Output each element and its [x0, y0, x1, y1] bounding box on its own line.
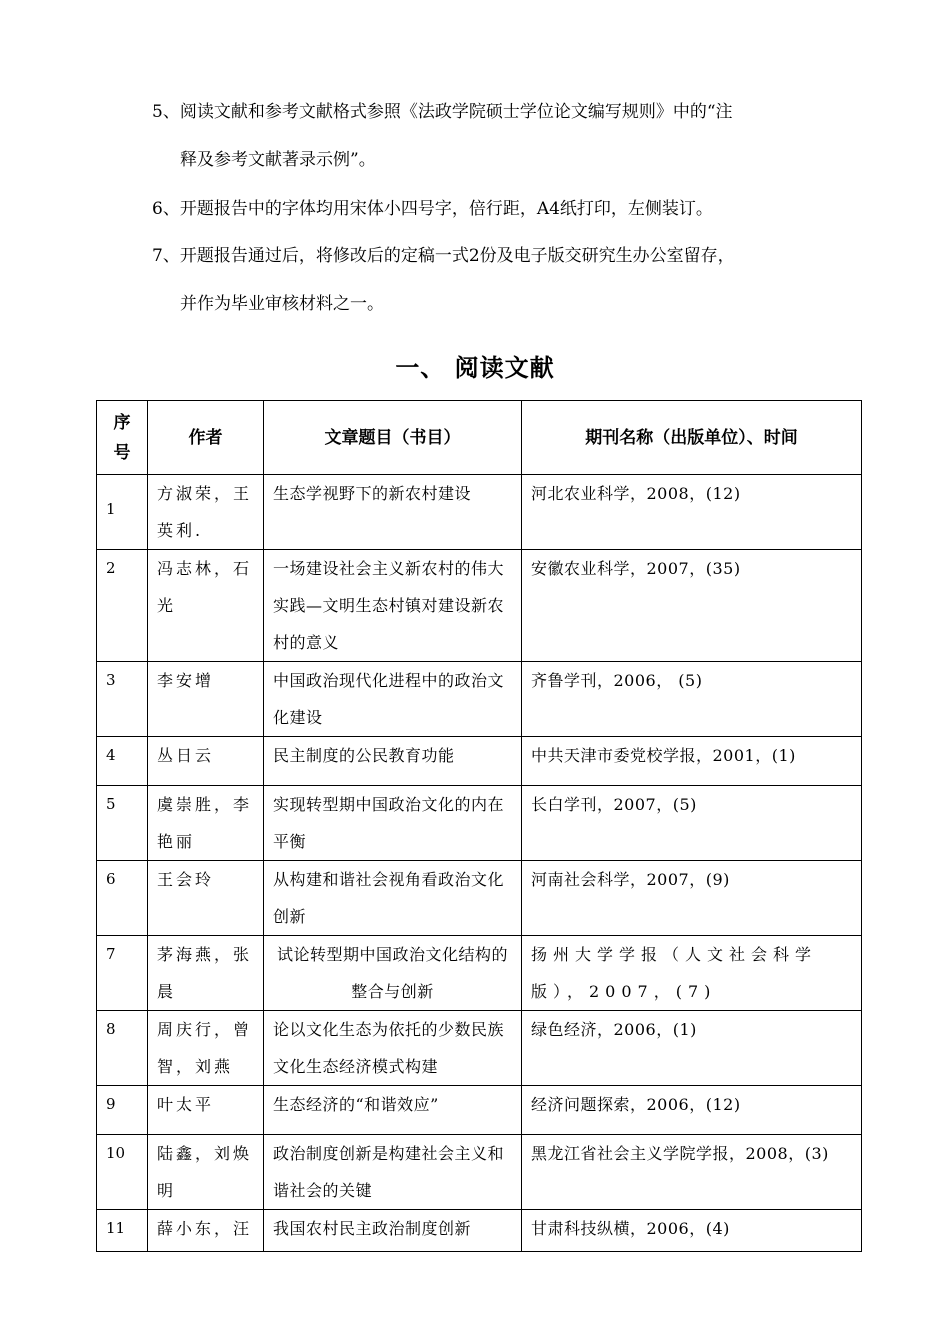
row-title: 论以文化生态为依托的少数民族文化生态经济模式构建 [264, 1011, 522, 1086]
row-journal: 黑龙江省社会主义学院学报，2008，(3) [522, 1135, 862, 1210]
row-number: 1 [97, 475, 148, 550]
row-journal: 绿色经济，2006，(1) [522, 1011, 862, 1086]
instruction-continuation: 并作为毕业审核材料之一。 [180, 294, 384, 314]
instruction-item-7 [152, 244, 832, 316]
row-journal: 中共天津市委党校学报，2001，(1) [522, 737, 862, 786]
row-author: 方淑荣，王英利. [148, 475, 264, 550]
header-title: 文章题目（书目） [264, 401, 522, 475]
row-author: 丛日云 [148, 737, 264, 786]
row-journal: 长白学刊，2007，(5) [522, 786, 862, 861]
row-author: 叶太平 [148, 1086, 264, 1135]
row-author: 虞崇胜，李艳丽 [148, 786, 264, 861]
row-title: 实现转型期中国政治文化的内在平衡 [264, 786, 522, 861]
table-row [97, 1011, 862, 1086]
row-journal: 安徽农业科学，2007，(35) [522, 550, 862, 662]
instruction-item-5 [152, 100, 832, 172]
row-title: 生态经济的“和谐效应” [264, 1086, 522, 1135]
table-row [97, 475, 862, 550]
table-row [97, 1086, 862, 1135]
row-author: 王会玲 [148, 861, 264, 936]
table-row [97, 1135, 862, 1210]
header-journal: 期刊名称（出版单位）、时间 [522, 401, 862, 475]
row-number: 6 [97, 861, 148, 936]
row-number: 4 [97, 737, 148, 786]
row-number: 8 [97, 1011, 148, 1086]
row-journal: 河南社会科学，2007，(9) [522, 861, 862, 936]
instruction-item-6 [152, 197, 832, 221]
row-journal: 河北农业科学，2008，(12) [522, 475, 862, 550]
table-row [97, 861, 862, 936]
row-title: 政治制度创新是构建社会主义和谐社会的关键 [264, 1135, 522, 1210]
row-journal: 扬州大学学报（人文社会科学版），2007，(7) [522, 936, 862, 1011]
row-number: 7 [97, 936, 148, 1011]
row-title: 从构建和谐社会视角看政治文化创新 [264, 861, 522, 936]
row-title: 中国政治现代化进程中的政治文化建设 [264, 662, 522, 737]
instruction-continuation: 释及参考文献著录示例”。 [180, 150, 376, 170]
row-author: 陆鑫，刘焕明 [148, 1135, 264, 1210]
instruction-text: 6、开题报告中的字体均用宋体小四号字，倍行距，A4纸打印，左侧装订。 [152, 199, 713, 219]
row-title: 试论转型期中国政治文化结构的整合与创新 [264, 936, 522, 1011]
row-author: 茅海燕，张晨 [148, 936, 264, 1011]
row-number: 3 [97, 662, 148, 737]
table-row [97, 936, 862, 1011]
row-number: 10 [97, 1135, 148, 1210]
header-number-line: 序 [113, 412, 131, 433]
instruction-text: 5、阅读文献和参考文献格式参照《法政学院硕士学位论文编写规则》中的“注 [152, 102, 733, 122]
header-number-line: 号 [113, 442, 131, 463]
row-title: 民主制度的公民教育功能 [264, 737, 522, 786]
section-title: 一、 阅读文献 [395, 353, 555, 382]
header-author: 作者 [148, 401, 264, 475]
row-journal: 经济问题探索，2006，(12) [522, 1086, 862, 1135]
row-number: 9 [97, 1086, 148, 1135]
table-row [97, 550, 862, 662]
table-row [97, 737, 862, 786]
table-row [97, 786, 862, 861]
row-title: 一场建设社会主义新农村的伟大实践—文明生态村镇对建设新农村的意义 [264, 550, 522, 662]
row-journal: 甘肃科技纵横，2006，(4) [522, 1210, 862, 1252]
row-number: 11 [97, 1210, 148, 1252]
row-journal: 齐鲁学刊，2006， (5) [522, 662, 862, 737]
row-number: 2 [97, 550, 148, 662]
row-title: 我国农村民主政治制度创新 [264, 1210, 522, 1252]
row-number: 5 [97, 786, 148, 861]
table-row [97, 662, 862, 737]
instruction-text: 7、开题报告通过后，将修改后的定稿一式2份及电子版交研究生办公室留存， [152, 246, 735, 266]
header-number [97, 401, 148, 475]
row-author: 冯志林，石光 [148, 550, 264, 662]
row-author: 薛小东，汪 [148, 1210, 264, 1252]
row-author: 李安增 [148, 662, 264, 737]
table-row [97, 1210, 862, 1252]
row-author: 周庆行，曾智，刘燕 [148, 1011, 264, 1086]
table-header-row [97, 401, 862, 475]
reading-list-table [96, 400, 862, 1252]
row-title: 生态学视野下的新农村建设 [264, 475, 522, 550]
